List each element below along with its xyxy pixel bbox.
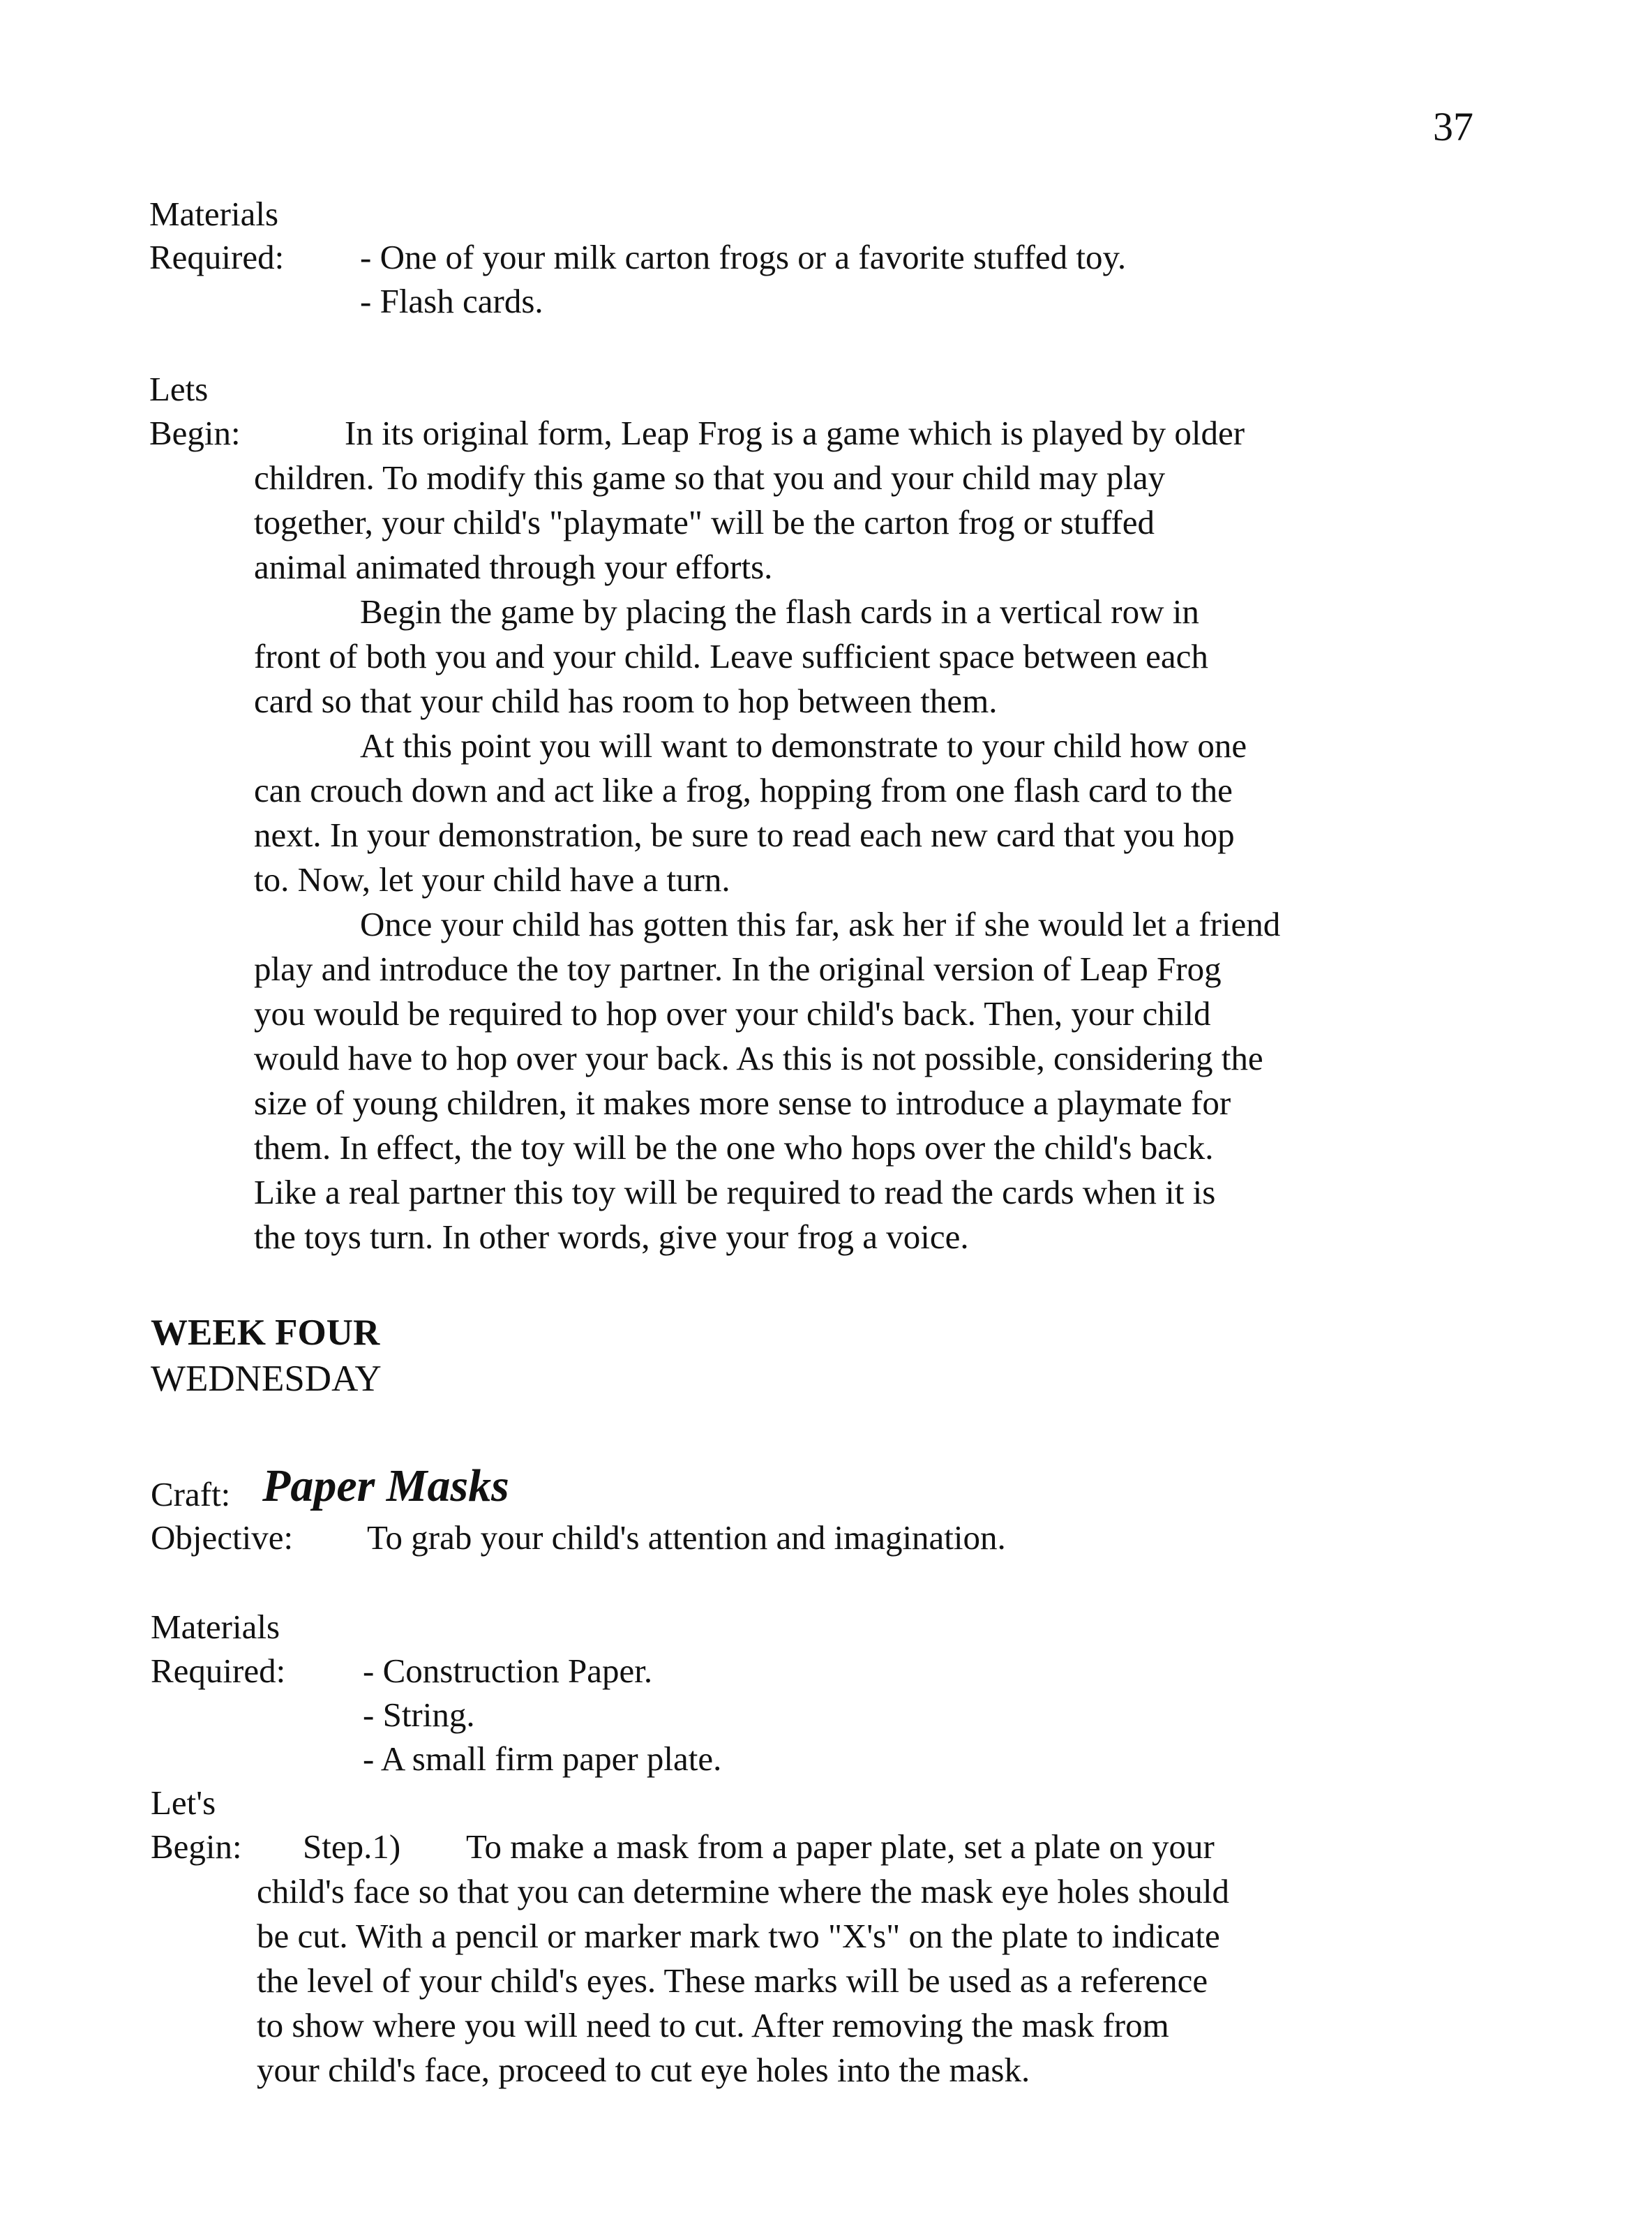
lets-label: Lets bbox=[149, 370, 209, 408]
body-line: can crouch down and act like a frog, hopping from one flash card to the bbox=[254, 771, 1233, 809]
begin-label: Begin: bbox=[149, 414, 241, 452]
body-line: card so that your child has room to hop between them. bbox=[254, 682, 998, 720]
body-line: In its original form, Leap Frog is a game which is played by older bbox=[345, 414, 1245, 452]
material-item: - String. bbox=[363, 1696, 475, 1734]
body-line: to show where you will need to cut. After removing the mask from bbox=[257, 2006, 1169, 2044]
required-label: Required: bbox=[149, 238, 285, 276]
instructions-body bbox=[254, 411, 1280, 1259]
body-line: together, your child's "playmate" will be the carton frog or stuffed bbox=[254, 503, 1155, 541]
material-item: - Construction Paper. bbox=[363, 1652, 653, 1690]
body-line: size of young children, it makes more sense to introduce a playmate for bbox=[254, 1084, 1231, 1122]
lets-label: Let's bbox=[151, 1783, 216, 1822]
objective-text: To grab your child's attention and imagination. bbox=[367, 1518, 1006, 1557]
body-line: child's face so that you can determine where the mask eye holes should bbox=[257, 1872, 1229, 1910]
craft-title: Paper Masks bbox=[262, 1460, 509, 1511]
materials-label: Materials bbox=[151, 1608, 280, 1646]
body-line: would have to hop over your back. As this is not possible, considering the bbox=[254, 1039, 1263, 1077]
body-line: you would be required to hop over your child's back. Then, your child bbox=[254, 994, 1211, 1033]
body-line: children. To modify this game so that you and your child may play bbox=[254, 458, 1166, 497]
body-line: the level of your child's eyes. These marks will be used as a reference bbox=[257, 1961, 1208, 2000]
page-number: 37 bbox=[1433, 104, 1473, 149]
body-line: the toys turn. In other words, give your frog a voice. bbox=[254, 1218, 969, 1256]
material-item: - A small firm paper plate. bbox=[363, 1739, 722, 1778]
craft-label: Craft: bbox=[151, 1475, 231, 1513]
body-line: to. Now, let your child have a turn. bbox=[254, 860, 730, 899]
body-line: your child's face, proceed to cut eye holes into the mask. bbox=[257, 2051, 1030, 2089]
begin-label: Begin: bbox=[151, 1827, 242, 1866]
objective-label: Objective: bbox=[151, 1518, 294, 1557]
body-line: front of both you and your child. Leave sufficient space between each bbox=[254, 637, 1208, 675]
step-body bbox=[257, 1825, 1229, 2093]
body-line: To make a mask from a paper plate, set a plate on your bbox=[466, 1827, 1215, 1866]
body-line: next. In your demonstration, be sure to read each new card that you hop bbox=[254, 816, 1235, 854]
body-line: Like a real partner this toy will be required to read the cards when it is bbox=[254, 1173, 1216, 1211]
body-line: be cut. With a pencil or marker mark two "X's" on the plate to indicate bbox=[257, 1917, 1220, 1955]
material-item: - Flash cards. bbox=[360, 282, 543, 320]
body-line: Begin the game by placing the flash cards in a vertical row in bbox=[360, 592, 1199, 631]
body-line: At this point you will want to demonstrate to your child how one bbox=[360, 726, 1247, 765]
body-line: them. In effect, the toy will be the one who hops over the child's back. bbox=[254, 1128, 1214, 1167]
required-label: Required: bbox=[151, 1652, 286, 1690]
body-line: Once your child has gotten this far, ask her if she would let a friend bbox=[360, 905, 1281, 943]
step-label: Step.1) bbox=[303, 1827, 401, 1866]
materials-label: Materials bbox=[149, 195, 279, 233]
day-heading: WEDNESDAY bbox=[151, 1359, 382, 1399]
body-line: play and introduce the toy partner. In the original version of Leap Frog bbox=[254, 950, 1222, 988]
material-item: - One of your milk carton frogs or a favorite stuffed toy. bbox=[360, 238, 1127, 276]
body-line: animal animated through your efforts. bbox=[254, 548, 773, 586]
week-heading: WEEK FOUR bbox=[151, 1312, 380, 1353]
